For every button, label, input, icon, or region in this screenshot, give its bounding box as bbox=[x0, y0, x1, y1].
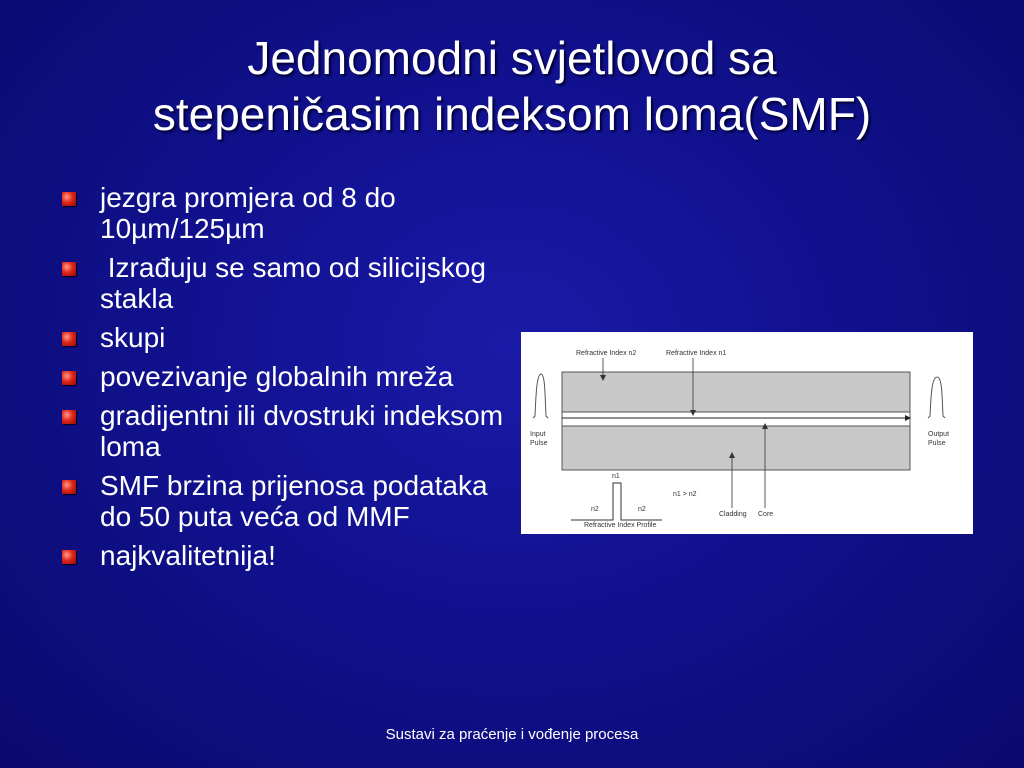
title-line-2: stepeničasim indeksom loma(SMF) bbox=[152, 88, 872, 140]
refractive-index-profile-label: Refractive Index Profile bbox=[584, 522, 657, 529]
square-bullet-icon bbox=[62, 192, 76, 206]
profile-n2-right-label: n2 bbox=[638, 506, 646, 513]
core-label: Core bbox=[758, 511, 774, 518]
square-bullet-icon bbox=[62, 332, 76, 346]
bullet-item bbox=[62, 470, 512, 532]
square-bullet-icon bbox=[62, 410, 76, 424]
bullet-list bbox=[62, 182, 512, 579]
bullet-item bbox=[62, 252, 512, 314]
upper-cladding bbox=[562, 372, 910, 412]
refractive-index-n1-label: Refractive Index n1 bbox=[666, 350, 727, 357]
bullet-item bbox=[62, 400, 512, 462]
input-pulse-label-1: Input bbox=[530, 431, 546, 438]
bullet-text: skupi bbox=[100, 322, 166, 353]
slide-footer: Sustavi za praćenje i vođenje procesa bbox=[385, 726, 639, 743]
square-bullet-icon bbox=[62, 262, 76, 276]
square-bullet-icon bbox=[62, 480, 76, 494]
bullet-text: SMF brzina prijenosa podataka do 50 puta veća od MMF bbox=[100, 470, 488, 532]
bullet-text: gradijentni ili dvostruki indeksom loma bbox=[100, 400, 504, 462]
title-line-1: Jednomodni svjetlovod sa bbox=[247, 32, 777, 84]
bullet-item bbox=[62, 322, 512, 353]
lower-cladding bbox=[562, 426, 910, 470]
index-profile-shape bbox=[571, 483, 662, 520]
bullet-item bbox=[62, 182, 512, 244]
bullet-text: Izrađuju se samo od silicijskog stakla bbox=[100, 252, 494, 314]
slide-title bbox=[0, 30, 1024, 142]
refractive-index-n2-label: Refractive Index n2 bbox=[576, 350, 637, 357]
profile-n1-label: n1 bbox=[612, 473, 620, 480]
bullet-text: najkvalitetnija! bbox=[100, 540, 276, 571]
bullet-item bbox=[62, 361, 512, 392]
profile-n2-left-label: n2 bbox=[591, 506, 599, 513]
bullet-text: povezivanje globalnih mreža bbox=[100, 361, 454, 392]
bullet-text: jezgra promjera od 8 do 10µm/125µm bbox=[100, 182, 396, 244]
fiber-core bbox=[562, 412, 910, 426]
square-bullet-icon bbox=[62, 550, 76, 564]
output-pulse-shape bbox=[928, 377, 945, 418]
output-pulse-label-2: Pulse bbox=[928, 440, 946, 447]
output-pulse-label-1: Output bbox=[928, 431, 950, 438]
n1-greater-n2-label: n1 > n2 bbox=[673, 491, 697, 498]
bullet-item bbox=[62, 540, 512, 571]
square-bullet-icon bbox=[62, 371, 76, 385]
input-pulse-shape bbox=[533, 374, 548, 418]
input-pulse-label-2: Pulse bbox=[530, 440, 548, 447]
cladding-label: Cladding bbox=[719, 511, 747, 518]
smf-fiber-diagram bbox=[521, 332, 973, 534]
